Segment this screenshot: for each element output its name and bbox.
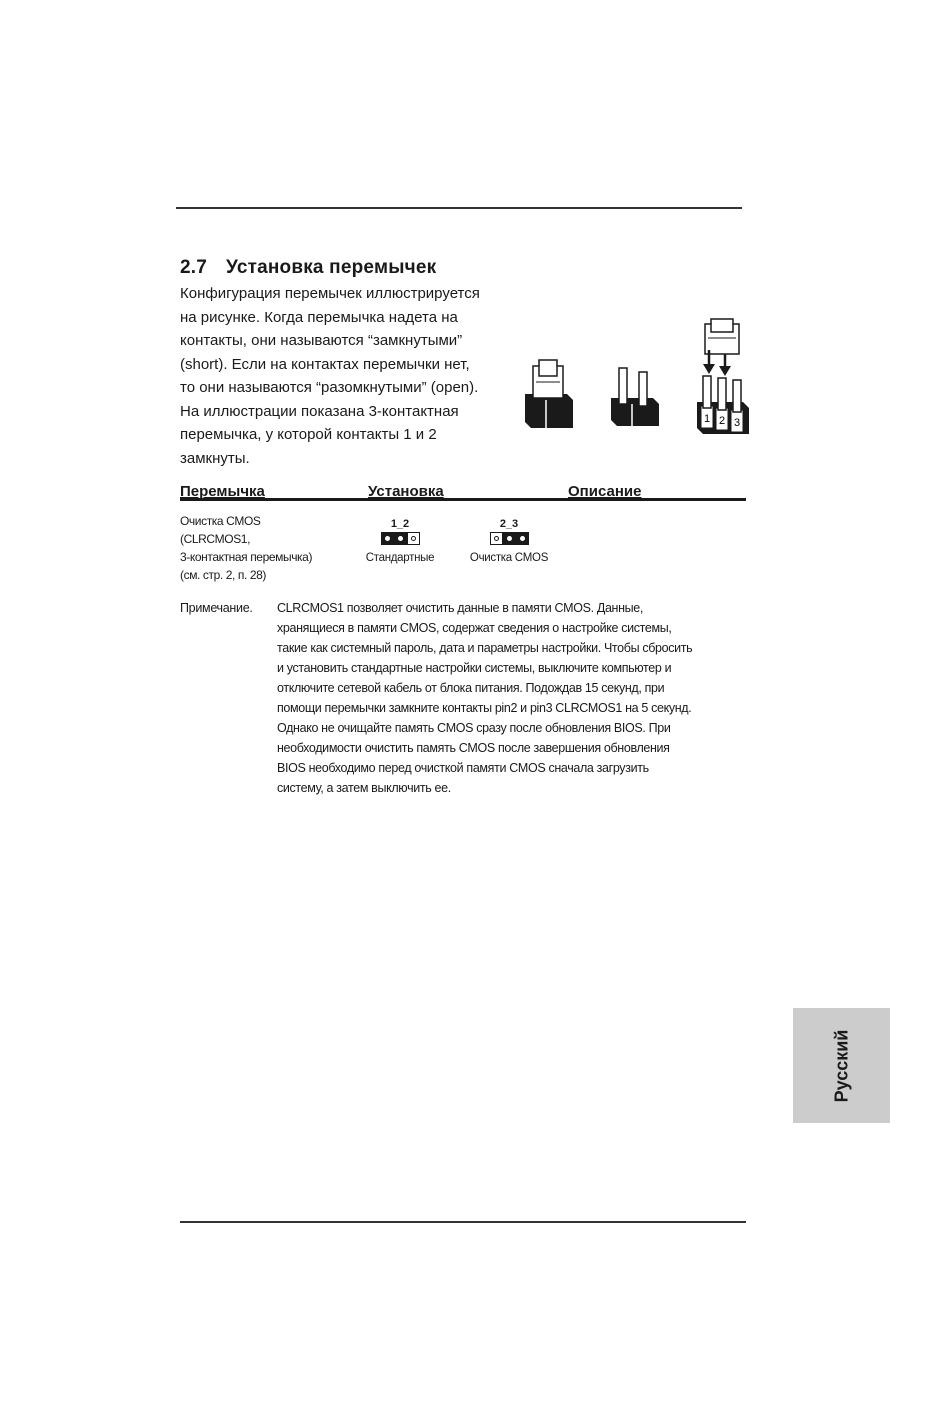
note-line: такие как системный пароль, дата и параметры настройки. Чтобы сбросить <box>277 641 693 655</box>
note-line: хранящиеся в памяти CMOS, содержат сведения о настройке системы, <box>277 621 672 635</box>
jumper-name-line: (см. стр. 2, п. 28) <box>180 568 267 582</box>
table-header-rule <box>180 498 746 501</box>
note-line: Однако не очищайте память CMOS сразу после обновления BIOS. При <box>277 721 671 735</box>
bottom-rule <box>180 1221 746 1223</box>
note-line: BIOS необходимо перед очисткой памяти CMOS сначала загрузить <box>277 761 649 775</box>
intro-paragraph <box>180 282 510 470</box>
setting-pin-label: 2_3 <box>499 518 519 530</box>
column-header-setting: Установка <box>368 483 444 500</box>
pin-number-3: 3 <box>733 417 741 429</box>
intro-line: перемычка, у которой контакты 1 и 2 <box>180 426 437 443</box>
intro-line: На иллюстрации показана 3-контактная <box>180 402 459 420</box>
section-number: 2.7 <box>180 257 208 278</box>
note-label: Примечание. <box>180 601 253 615</box>
jumper-name <box>180 512 312 584</box>
section-heading <box>180 257 436 279</box>
open-jumper-image <box>611 368 659 426</box>
jumper-pin <box>516 532 529 545</box>
jumper-pin <box>394 532 407 545</box>
note-line: необходимости очистить память CMOS после завершения обновления <box>277 741 670 755</box>
shorted-jumper-image <box>525 360 573 428</box>
jumper-name-line: Очистка CMOS <box>180 514 261 528</box>
note-line: отключите сетевой кабель от блока питания. Подождав 15 секунд, при <box>277 681 665 695</box>
jumper-name-line: 3-контактная перемычка) <box>180 550 313 564</box>
setting-clear-cmos <box>466 518 552 564</box>
setting-pin-label: 1_2 <box>390 518 410 530</box>
top-rule <box>176 207 742 209</box>
jumper-pin <box>503 532 516 545</box>
intro-line: замкнуты. <box>180 449 250 467</box>
jumper-pin <box>490 532 503 545</box>
section-title: Установка перемычек <box>226 257 437 278</box>
jumper-pin-block <box>490 532 529 545</box>
jumper-illustration <box>515 316 755 436</box>
jumper-pin <box>407 532 420 545</box>
note-line: помощи перемычки замкните контакты pin2 и pin3 CLRCMOS1 на 5 секунд. <box>277 701 692 715</box>
column-header-jumper: Перемычка <box>180 483 265 500</box>
intro-line: контакты, они называются “замкнутыми” <box>180 332 463 349</box>
intro-line: Конфигурация перемычек иллюстрируется <box>180 285 480 302</box>
note-line: CLRCMOS1 позволяет очистить данные в памяти CMOS. Данные, <box>277 601 644 615</box>
jumper-pin <box>381 532 394 545</box>
pin-number-2: 2 <box>718 415 726 427</box>
jumper-pin-block <box>381 532 420 545</box>
setting-caption: Очистка CMOS <box>469 552 549 564</box>
setting-default <box>362 518 438 564</box>
jumper-name-line: (CLRCMOS1, <box>180 532 251 546</box>
setting-caption: Стандартные <box>365 552 435 564</box>
three-pin-jumper-image <box>697 319 749 434</box>
note-line: и установить стандартные настройки системы, выключите компьютер и <box>277 661 672 675</box>
intro-line: (short). Если на контактах перемычки нет, <box>180 355 470 373</box>
note-text <box>277 598 747 798</box>
language-tab-label: Русский <box>831 1029 851 1102</box>
intro-line: то они называются “разомкнутыми” (open). <box>180 379 479 396</box>
note-line: систему, а затем выключить ее. <box>277 781 451 795</box>
column-header-description: Описание <box>568 483 642 500</box>
intro-line: на рисунке. Когда перемычка надета на <box>180 308 458 326</box>
language-tab <box>793 1008 890 1123</box>
pin-number-1: 1 <box>703 413 711 425</box>
